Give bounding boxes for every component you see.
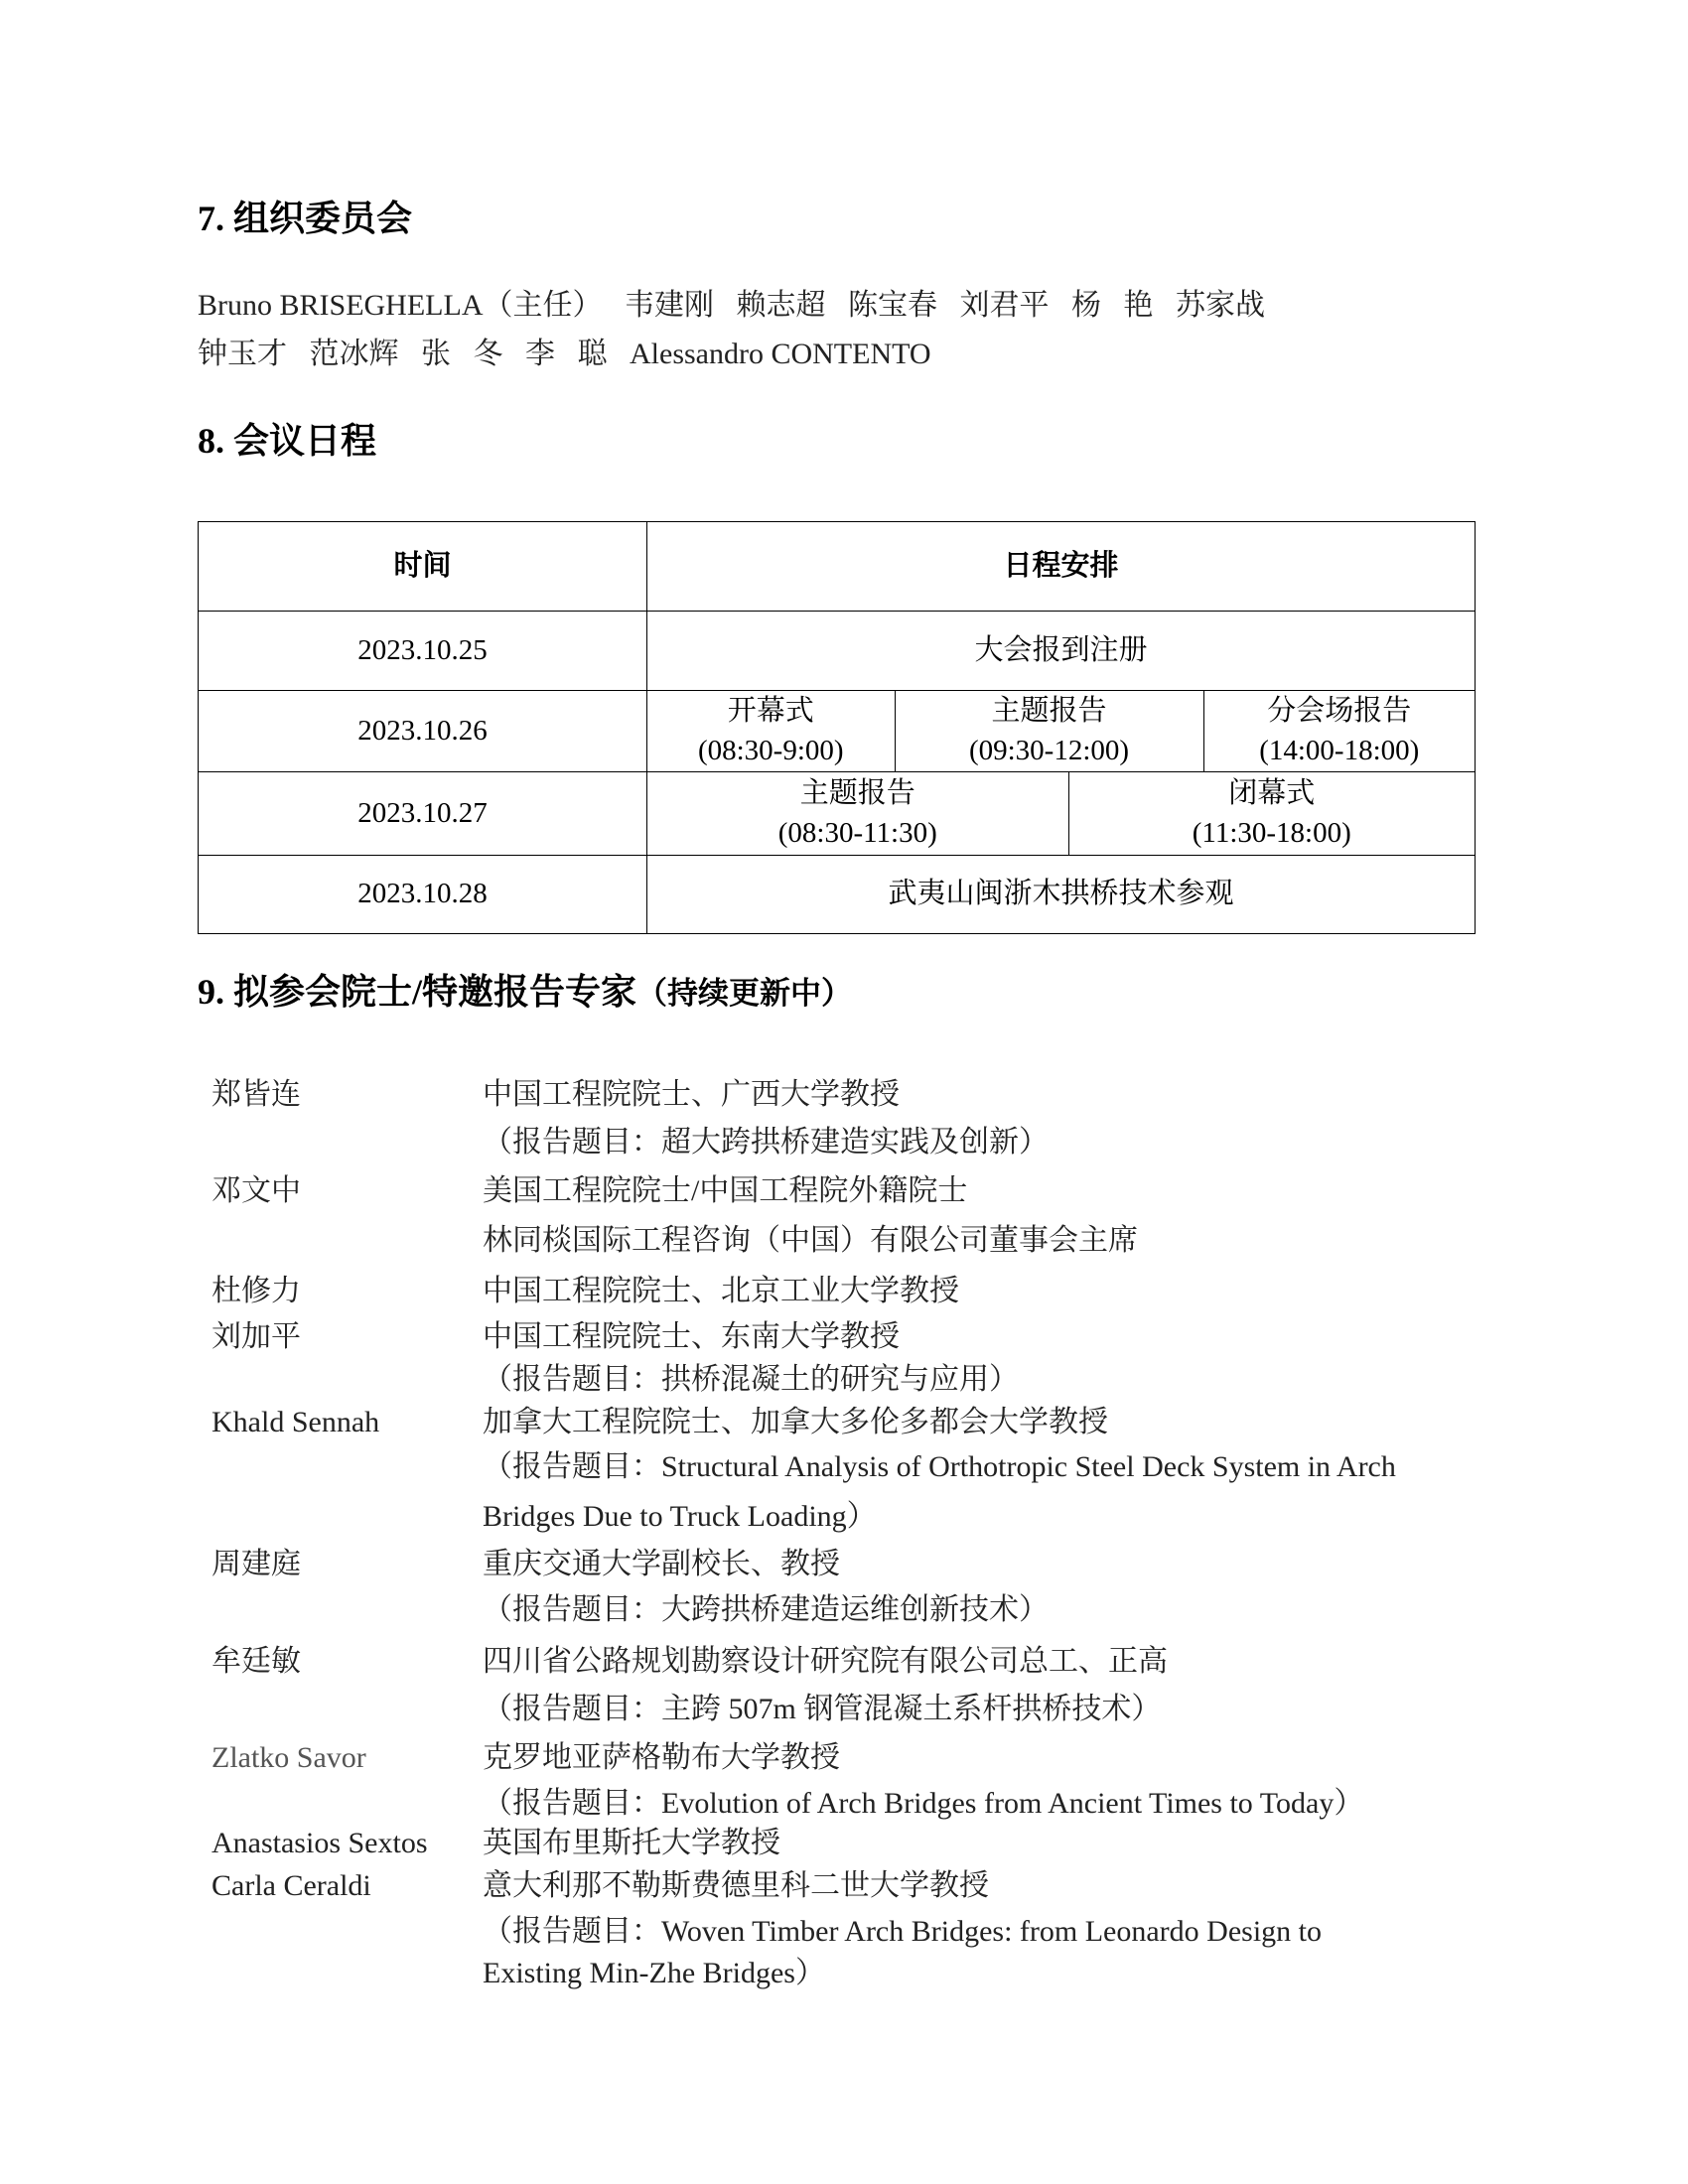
expert-detail: 中国工程院院士、广西大学教授 [483,1078,900,1111]
expert-name: 刘加平 [211,1320,301,1353]
expert-detail: （报告题目：大跨拱桥建造运维创新技术） [483,1593,1049,1626]
date-cell: 2023.10.26 [199,691,647,772]
date-cell: 2023.10.25 [199,612,647,691]
expert-name: 牟廷敏 [211,1645,301,1678]
section-7-heading: 7. 组织委员会 [198,199,413,238]
table-row [199,856,1476,934]
expert-name: 郑皆连 [211,1078,301,1111]
header-schedule: 日程安排 [647,522,1476,612]
date-cell: 2023.10.28 [199,856,647,934]
expert-detail: 意大利那不勒斯费德里科二世大学教授 [483,1869,989,1902]
section-9-heading: 9. 拟参会院士/特邀报告专家（持续更新中） [198,972,853,1012]
expert-detail: （报告题目：主跨 507m 钢管混凝土系杆拱桥技术） [483,1693,1162,1725]
expert-name: 周建庭 [211,1548,301,1580]
expert-name: 邓文中 [211,1174,301,1207]
expert-name: Zlatko Savor [211,1741,366,1774]
table-row [199,691,1476,772]
expert-detail: 四川省公路规划勘察设计研究院有限公司总工、正高 [483,1645,1168,1678]
expert-name: Carla Ceraldi [211,1869,371,1902]
date-cell: 2023.10.27 [199,772,647,856]
expert-name: 杜修力 [211,1275,301,1307]
expert-detail: 克罗地亚萨格勒布大学教授 [483,1741,840,1774]
expert-detail: （报告题目：Structural Analysis of Orthotropic Steel Deck System in Arch [483,1450,1396,1483]
event-cell: 闭幕式 (11:30-18:00) [1068,772,1475,855]
expert-detail: （报告题目：超大跨拱桥建造实践及创新） [483,1126,1049,1159]
table-row [199,612,1476,691]
expert-name: Anastasios Sextos [211,1827,428,1859]
header-time: 时间 [199,522,647,612]
expert-detail: Bridges Due to Truck Loading） [483,1500,877,1533]
event-cell: 武夷山闽浙木拱桥技术参观 [647,856,1476,934]
event-cell: 大会报到注册 [647,612,1476,691]
expert-detail: （报告题目：Evolution of Arch Bridges from Ancient Times to Today） [483,1787,1364,1820]
event-cell: 主题报告 (08:30-11:30) [777,777,937,849]
committee-line-2: 钟玉才 范冰辉 张 冬 李 聪 Alessandro CONTENTO [198,338,931,370]
expert-detail: Existing Min-Zhe Bridges） [483,1957,825,1989]
expert-detail: 中国工程院院士、北京工业大学教授 [483,1275,959,1307]
event-cell: 主题报告 (09:30-12:00) [895,691,1203,771]
section-8-heading: 8. 会议日程 [198,421,377,461]
expert-detail: 中国工程院院士、东南大学教授 [483,1320,900,1353]
table-row [199,772,1476,856]
expert-detail: 英国布里斯托大学教授 [483,1827,780,1859]
expert-detail: 美国工程院院士/中国工程院外籍院士 [483,1174,968,1207]
expert-detail: 重庆交通大学副校长、教授 [483,1548,840,1580]
expert-detail: （报告题目：拱桥混凝土的研究与应用） [483,1363,1019,1396]
committee-line-1: Bruno BRISEGHELLA（主任） 韦建刚 赖志超 陈宝春 刘君平 杨 艳 苏家战 [198,289,1265,322]
expert-detail: 林同棪国际工程咨询（中国）有限公司董事会主席 [483,1224,1138,1257]
schedule-table [198,521,1476,934]
expert-detail: （报告题目：Woven Timber Arch Bridges: from Leonardo Design to [483,1915,1322,1948]
table-header-row [199,522,1476,612]
event-cell: 开幕式 (08:30-9:00) [697,695,844,766]
event-cell: 分会场报告 (14:00-18:00) [1203,691,1475,771]
expert-detail: 加拿大工程院院士、加拿大多伦多都会大学教授 [483,1406,1108,1438]
expert-name: Khald Sennah [211,1406,380,1438]
